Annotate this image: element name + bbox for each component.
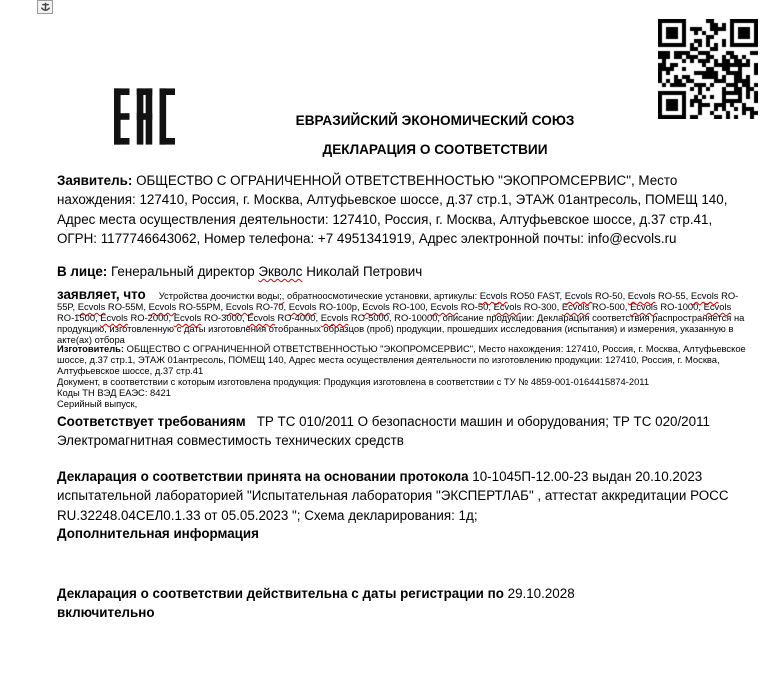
header-title-line: ДЕКЛАРАЦИЯ О СООТВЕТСТВИИ: [322, 141, 548, 157]
validity-label: Декларация о соответствии действительна с даты регистрации по: [57, 586, 504, 601]
basis-label: Декларация о соответствии принята на основании протокола: [57, 469, 469, 484]
eac-logo-icon: [114, 88, 176, 150]
header-union-line: ЕВРАЗИЙСКИЙ ЭКОНОМИЧЕСКИЙ СОЮЗ: [295, 113, 575, 128]
in-person-label: В лице:: [57, 264, 108, 279]
applicant-text: ОБЩЕСТВО С ОГРАНИЧЕННОЙ ОТВЕТСТВЕННОСТЬЮ "ЭКОПРОМСЕРВИС", Место нахождения: 127410, Россия, г. Москва, Алтуфьевское шоссе, д.37 стр.1, ЭТАЖ 01антресоль, ПОМЕЩ 140, Адрес места осуществления деятельности: 127410, Россия, г. Москва, Алтуфьевское шоссе, д.37 стр.41, ОГРН: 1177746643062, Номер телефона: +7 4951341919, Адрес электронной почты: info@ecvols.ru: [57, 173, 728, 246]
validity-date: 29.10.2028: [507, 586, 575, 601]
in-person-text: Генеральный директор Экволс Николай Петрович: [111, 264, 423, 279]
additional-info-heading: Дополнительная информация: [57, 526, 259, 541]
tnved-codes-line: Коды ТН ВЭД ЕАЭС: 8421: [57, 387, 171, 398]
in-person-paragraph: [57, 262, 747, 281]
manufacturer-label: Изготовитель:: [57, 343, 125, 354]
manufacturer-paragraph: [57, 343, 746, 376]
manufacturer-text: ОБЩЕСТВО С ОГРАНИЧЕННОЙ ОТВЕТСТВЕННОСТЬЮ "ЭКОПРОМСЕРВИС", Место нахождения: 127410, Россия, г. Москва, Алтуфьевское шоссе, д.37 стр.1, ЭТАЖ 01антресоль, ПОМЕЩ 140, Адрес места осуществления деятельности по изготовлению продукции: 127410, Россия, г. Москва, Алтуфьевское шоссе, д.37 стр.41: [57, 343, 746, 376]
declares-paragraph: [57, 289, 749, 345]
anchor-icon[interactable]: [37, 0, 53, 14]
basis-paragraph: [57, 467, 747, 525]
declares-text: Устройства доочистки воды;, обратноосмотические установки, артикулы: Ecvols RO50 FAST, Ecvols RO-50, Ecvols RO-55, Ecvols RO-55P, Ecvols RO-55M, Ecvols RO-55PM, Ecvols RO-70, Ecvols RO-100p, Ecvols RO-100, Ecvols RO-50, Ecvols RO-300, Ecvols RO-500, Ecvols RO-1000, Ecvols RO-1500, Ecvols RO-2000, Ecvols RO-3000, Ecvols RO-4000, Ecvols RO-5000, RO-10000, описание продукции: Декларация соответствия распространяется на продукцию, изготовленную с даты изготовления отобранных образцов (проб) продукции, прошедших исследования (испытания) и измерения, указанную в акте(ах) отбора: [57, 290, 745, 345]
anchor-glyph: [40, 2, 51, 13]
validity-line1: [57, 584, 747, 603]
qr-code: [658, 19, 758, 119]
complies-paragraph: [57, 412, 747, 451]
declares-label: заявляет, что: [57, 287, 146, 302]
applicant-paragraph: [57, 171, 747, 248]
applicant-label: Заявитель:: [57, 173, 133, 188]
qr-canvas: [658, 19, 758, 119]
validity-suffix: включительно: [57, 605, 155, 621]
validity-paragraph: [57, 584, 747, 623]
complies-label: Соответствует требованиям: [57, 414, 246, 429]
manufacturer-block: [57, 343, 749, 409]
serial-release-line: Серийный выпуск,: [57, 398, 138, 409]
product-document-line: Документ, в соответствии с которым изготовлена продукция: Продукция изготовлена в соответствии с ТУ № 4859-001-0164415874-2011: [57, 376, 650, 387]
basis-text: 10-1045П-12.00-23 выдан 20.10.2023 испытательной лабораторией "Испытательная лаборатория "ЭКСПЕРТЛАБ" , аттестат аккредитации РОСС RU.32248.04СЕЛ0.1.33 от 05.05.2023 "; Схема декларирования: 1д;: [57, 469, 729, 523]
document-header: [235, 107, 635, 164]
complies-text: ТР ТС 010/2011 О безопасности машин и оборудования; ТР ТС 020/2011 Электромагнитная совместимость технических средств: [57, 414, 710, 449]
